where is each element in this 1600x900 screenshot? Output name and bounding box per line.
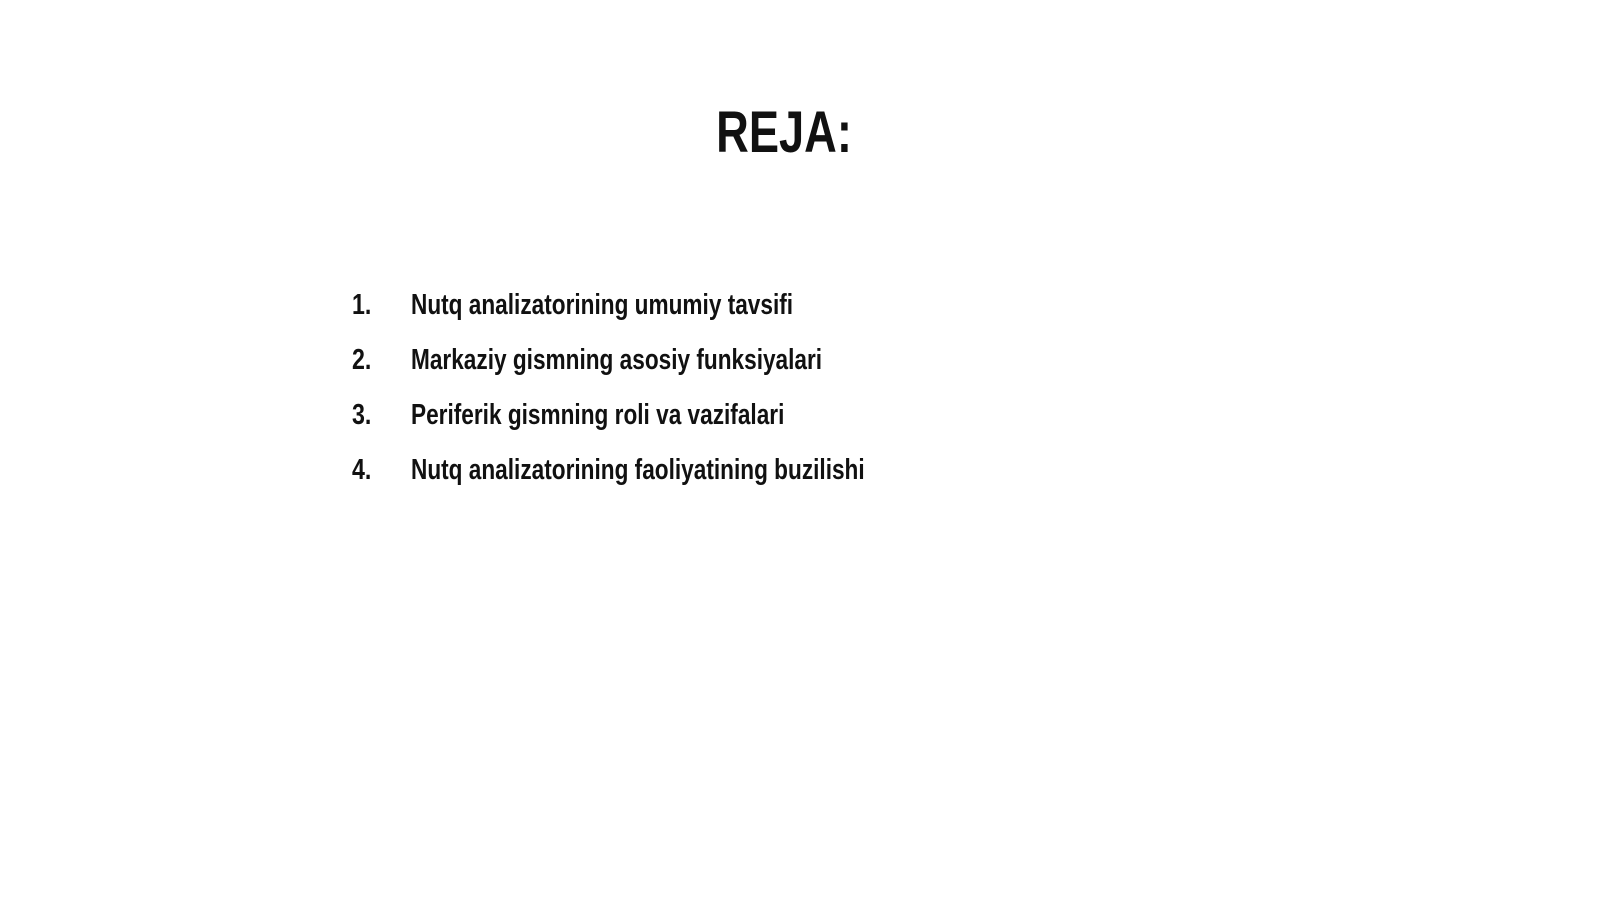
list-item-text: Markaziy gismning asosiy funksiyalari — [411, 344, 823, 376]
list-item-number: 1. — [352, 289, 372, 321]
slide-title — [0, 98, 1568, 168]
list-item-text: Nutq analizatorining umumiy tavsifi — [411, 289, 794, 321]
list-item-text: Periferik gismning roli va vazifalari — [411, 399, 785, 431]
list-item-number: 4. — [352, 454, 372, 486]
slide-title-text: REJA: — [716, 100, 852, 165]
list-item-number: 3. — [352, 399, 372, 431]
list-item-number: 2. — [352, 344, 372, 376]
list-item-text: Nutq analizatorining faoliyatining buzilishi — [411, 454, 865, 486]
